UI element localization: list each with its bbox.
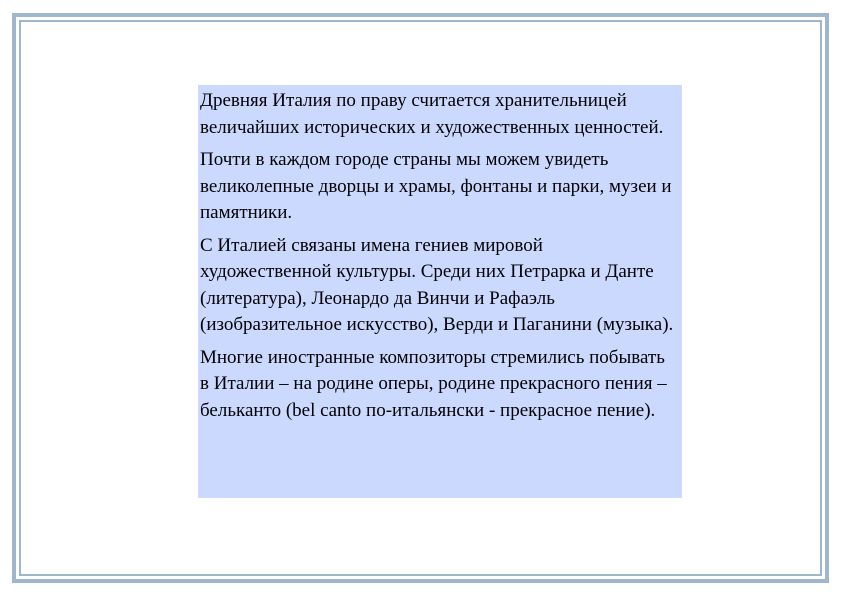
paragraph-composers: Многие иностранные композиторы стремились побывать в Италии – на родине оперы, родине прекрасного пения – бельканто (bel canto по-итальянски - прекрасное пение). <box>200 346 667 421</box>
text-box <box>198 85 682 498</box>
paragraph-cities: Почти в каждом городе страны мы можем увидеть великолепные дворцы и храмы, фонтаны и парки, музеи и памятники. <box>200 149 672 223</box>
paragraph-ancient-italy: Древняя Италия по праву считается хранительницей величайших исторических и художественных ценностей. <box>200 90 664 138</box>
paragraph-geniuses: С Италией связаны имена гениев мировой художественной культуры. Среди них Петрарка и Данте (литература), Леонардо да Винчи и Рафаэль (изобразительное искусство), Верди и Паганини (музыка). <box>200 234 674 335</box>
